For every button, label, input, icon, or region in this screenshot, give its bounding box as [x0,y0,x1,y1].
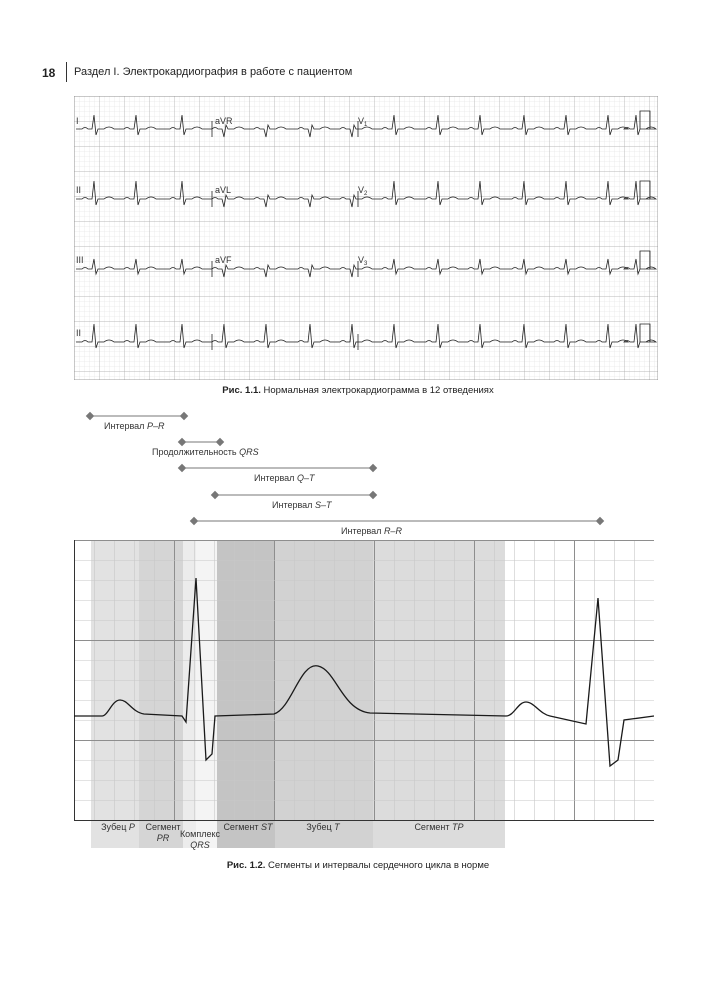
interval-qrs-end [216,438,224,446]
qrs-duration-letters: QRS [239,447,259,457]
interval-st-name: Интервал [272,500,313,510]
segment-p-letters: P [128,822,135,832]
lead-label: aVL [215,185,232,195]
segment-p-name: Зубец [101,822,127,832]
segment-tp-letters: TP [452,822,464,832]
segment-tp-label [404,822,474,833]
interval-rr-name: Интервал [341,526,382,536]
page-number: 18 [42,66,56,80]
shade-p-wave [91,540,139,848]
interval-qt-name: Интервал [254,473,295,483]
shade-qrs-b [196,540,217,848]
lead-label: $V_1$ [358,116,368,128]
figure-1-2-caption [0,860,716,871]
lead-label: $V_2$ [358,185,368,197]
interval-pr-name: Интервал [104,421,145,431]
segment-st-letters: ST [261,822,273,832]
lead-label: aVR [215,116,233,126]
shade-tp-segment [373,540,505,848]
lead-label: aVF [215,255,232,265]
lead-label: I [76,116,79,126]
interval-st-label [272,500,331,510]
twelve-lead-ecg [74,96,658,380]
segment-p-label [90,822,146,833]
segment-pr-letters: PR [156,833,170,843]
ecg-grid [74,96,658,380]
interval-st-end [369,491,377,499]
segment-st-name: Сегмент [223,822,259,832]
segment-pr-name: Сегмент [145,822,181,832]
interval-rr-start [190,517,198,525]
shade-qrs-a [183,540,196,848]
header-divider [66,62,67,82]
qrs-duration-label [152,447,259,457]
interval-qt-start [178,464,186,472]
segment-tp-name: Сегмент [414,822,450,832]
shade-t-wave [275,540,373,848]
segment-t-label [295,822,351,833]
interval-pr-letters: P–R [146,421,165,431]
interval-rr-letters: R–R [383,526,402,536]
interval-pr-end [180,412,188,420]
figure-1-1-caption [0,385,716,396]
interval-pr-start [86,412,94,420]
shade-pr-segment [139,540,183,848]
lead-label: $V_3$ [358,255,368,267]
interval-qt-letters: Q–T [296,473,315,483]
segment-st-label [218,822,278,833]
interval-st-start [211,491,219,499]
cardiac-cycle-diagram [74,540,654,850]
interval-qt-label [254,473,314,483]
segment-t-letters: T [334,822,340,832]
caption-label: Рис. 1.2. [226,860,266,871]
interval-pr-label [104,421,164,431]
interval-qt-end [369,464,377,472]
caption-text: Сегменты и интервалы сердечного цикла в норме [265,860,490,871]
segment-qrs-letters: QRS [190,840,210,850]
segment-qrs-name: Комплекс [179,829,221,839]
interval-rr-end [596,517,604,525]
shade-st-segment [217,540,275,848]
running-header: Раздел I. Электрокардиография в работе с пациентом [74,66,353,78]
interval-st-letters: S–T [314,500,332,510]
caption-text: Нормальная электрокардиограмма в 12 отведениях [260,385,494,396]
caption-label: Рис. 1.1. [222,385,261,396]
interval-qrs-start [178,438,186,446]
interval-rr-label [341,526,402,536]
lead-label: II [76,185,82,195]
qrs-duration-name: Продолжительность [152,447,237,457]
lead-label: II [76,328,82,338]
lead-label: III [76,255,84,265]
segment-t-name: Зубец [306,822,332,832]
